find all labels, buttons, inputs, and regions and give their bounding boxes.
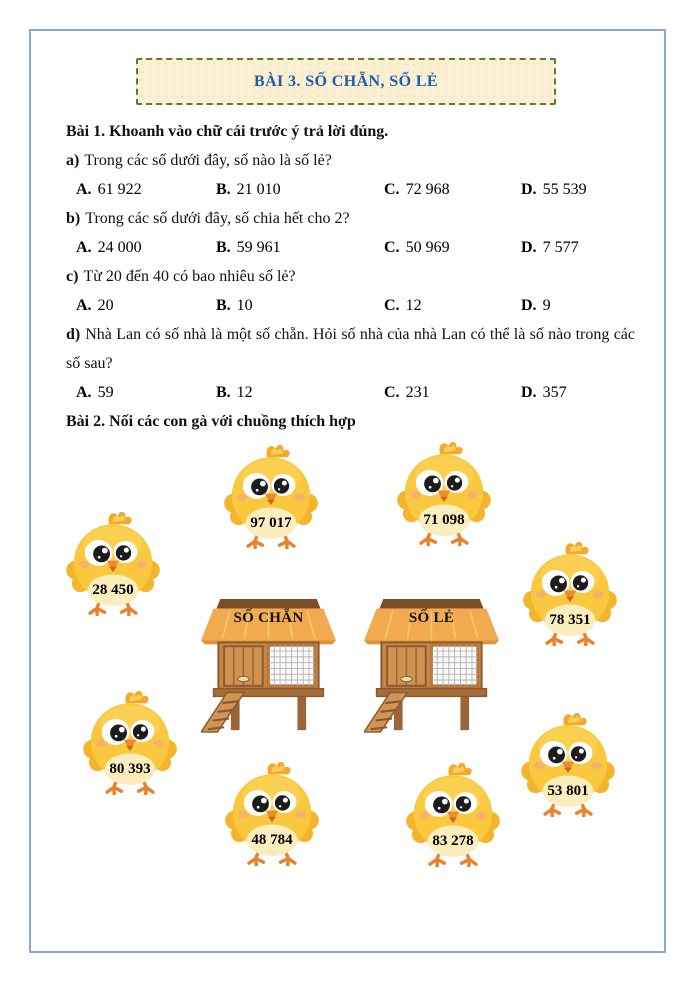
option-letter: B. — [216, 297, 231, 314]
chick-number: 78 351 — [549, 612, 591, 628]
option-c-D[interactable] — [521, 291, 635, 320]
option-letter: C. — [384, 239, 400, 256]
coop-even[interactable] — [201, 599, 336, 734]
question-d-label: d) — [66, 326, 81, 343]
question-d — [66, 320, 635, 378]
exercise2-title: Bài 2. Nối các con gà với chuồng thích hợp — [66, 413, 356, 430]
chick-number: 97 017 — [250, 515, 292, 531]
chick-97017[interactable] — [223, 442, 319, 550]
option-c-C[interactable] — [384, 291, 521, 320]
option-c-A[interactable] — [76, 291, 216, 320]
options-row-c — [66, 291, 635, 320]
option-b-C[interactable] — [384, 233, 521, 262]
option-letter: D. — [521, 384, 537, 401]
option-value: 357 — [542, 384, 567, 401]
option-letter: C. — [384, 297, 400, 314]
option-value: 59 961 — [236, 239, 281, 256]
option-d-C[interactable] — [384, 378, 521, 407]
option-letter: D. — [521, 181, 537, 198]
chick-number: 53 801 — [547, 783, 589, 799]
option-value: 10 — [236, 297, 253, 314]
chick-number: 83 278 — [432, 833, 474, 849]
option-value: 12 — [405, 297, 422, 314]
option-a-B[interactable] — [216, 175, 384, 204]
option-letter: B. — [216, 239, 231, 256]
option-value: 59 — [97, 384, 114, 401]
chick-icon — [65, 509, 161, 616]
chick-number: 80 393 — [109, 761, 151, 777]
chick-icon — [520, 710, 616, 817]
option-value: 12 — [236, 384, 253, 401]
question-b-text: Trong các số dưới đây, số chia hết cho 2? — [85, 210, 350, 227]
option-value: 21 010 — [236, 181, 281, 198]
option-value: 50 969 — [405, 239, 450, 256]
option-value: 61 922 — [97, 181, 142, 198]
options-row-a — [66, 175, 635, 204]
options-row-b — [66, 233, 635, 262]
chick-icon — [223, 442, 319, 549]
option-d-A[interactable] — [76, 378, 216, 407]
question-b-label: b) — [66, 210, 81, 227]
chick-icon — [405, 760, 501, 867]
chick-number: 28 450 — [92, 582, 134, 598]
chick-78351[interactable] — [522, 539, 618, 647]
chick-83278[interactable] — [405, 760, 501, 868]
option-letter: B. — [216, 181, 231, 198]
option-b-B[interactable] — [216, 233, 384, 262]
question-c-text: Từ 20 đến 40 có bao nhiêu số lẻ? — [83, 268, 296, 285]
option-value: 72 968 — [405, 181, 450, 198]
option-value: 55 539 — [542, 181, 587, 198]
option-letter: A. — [76, 181, 92, 198]
option-letter: D. — [521, 239, 537, 256]
chick-53801[interactable] — [520, 710, 616, 818]
chick-icon — [396, 439, 492, 546]
question-a-label: a) — [66, 152, 80, 169]
question-c-label: c) — [66, 268, 79, 285]
chick-number: 71 098 — [423, 512, 465, 528]
question-c — [66, 262, 635, 291]
exercise1-title: Bài 1. Khoanh vào chữ cái trước ý trả lời đúng. — [66, 123, 389, 140]
question-a-text: Trong các số dưới đây, số nào là số lẻ? — [84, 152, 332, 169]
chick-number: 48 784 — [251, 832, 293, 848]
chick-icon — [224, 759, 320, 866]
chick-48784[interactable] — [224, 759, 320, 867]
option-b-A[interactable] — [76, 233, 216, 262]
option-d-B[interactable] — [216, 378, 384, 407]
option-value: 20 — [97, 297, 114, 314]
option-letter: B. — [216, 384, 231, 401]
option-c-B[interactable] — [216, 291, 384, 320]
option-letter: A. — [76, 384, 92, 401]
coop-even-label: SỐ CHẴN — [233, 610, 304, 626]
option-a-C[interactable] — [384, 175, 521, 204]
option-value: 7 577 — [542, 239, 579, 256]
option-letter: A. — [76, 239, 92, 256]
option-a-D[interactable] — [521, 175, 635, 204]
coop-odd-label: SỐ LẺ — [408, 610, 455, 626]
option-value: 24 000 — [97, 239, 142, 256]
option-d-D[interactable] — [521, 378, 635, 407]
question-a — [66, 146, 635, 175]
chick-71098[interactable] — [396, 439, 492, 547]
worksheet-page — [29, 29, 666, 953]
question-d-text: Nhà Lan có số nhà là một số chẵn. Hỏi số nhà của nhà Lan có thể là số nào trong các số sau? — [66, 326, 635, 372]
option-letter: D. — [521, 297, 537, 314]
option-value: 231 — [405, 384, 430, 401]
question-b — [66, 204, 635, 233]
option-letter: C. — [384, 181, 400, 198]
lesson-banner — [136, 58, 556, 105]
chick-80393[interactable] — [82, 688, 178, 796]
coop-odd[interactable] — [364, 599, 499, 734]
exercise1-section — [66, 117, 635, 436]
option-b-D[interactable] — [521, 233, 635, 262]
option-letter: A. — [76, 297, 92, 314]
options-row-d — [66, 378, 635, 407]
chick-icon — [522, 539, 618, 646]
option-letter: C. — [384, 384, 400, 401]
lesson-title: BÀI 3. SỐ CHẴN, SỐ LẺ — [254, 72, 438, 90]
option-a-A[interactable] — [76, 175, 216, 204]
option-value: 9 — [542, 297, 551, 314]
chick-icon — [82, 688, 178, 795]
chick-28450[interactable] — [65, 509, 161, 617]
